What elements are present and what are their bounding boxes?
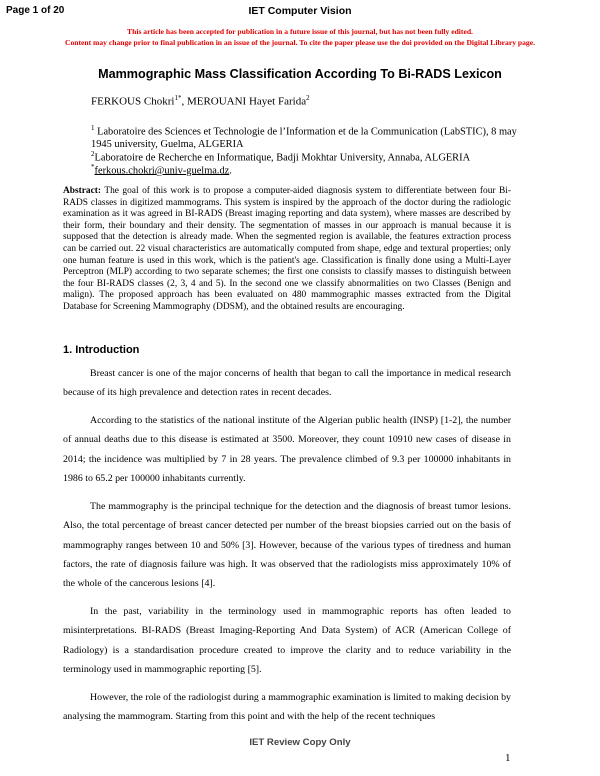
abstract-label: Abstract: bbox=[63, 186, 102, 196]
author-2: MEROUANI Hayet Farida bbox=[186, 95, 307, 108]
introduction-body bbox=[63, 364, 511, 735]
publication-notice bbox=[0, 26, 600, 48]
notice-line-2: Content may change prior to final publication in an issue of the journal. To cite the paper please use the doi provided on the Digital Library page. bbox=[65, 38, 535, 47]
author-2-sup: 2 bbox=[306, 94, 310, 102]
section-heading-introduction: 1. Introduction bbox=[63, 344, 140, 356]
page-number: 1 bbox=[505, 752, 511, 764]
abstract-text: The goal of this work is to propose a computer-aided diagnosis system to differentiate between four Bi-RADS classes in digitized mammograms. This system is inspired by the approach of the doctor during the radiologic examination as it was agreed in BI-RADS (Breast imaging reporting and data system), where masses are described by their form, their boundary and their density. The segmentation of masses in our approach is manual because it is supposed that the detection is already made. When the segmented region is available, the features extraction process can be carried out. 22 visual characteristics are automatically computed from shape, edge and textural properties; only one human feature is used in this work, which is the patient's age. Classification is finally done using a Multi-Layer Perceptron (MLP) according to two separate schemes; the first one consists to classify masses to distinguish between the four BI-RADS classes (2, 3, 4 and 5). In the second one we classify abnormalities on two Classes (Benign and malign). The proposed approach has been evaluated on 480 mammographic masses extracted from the Digital Database for Screening Mammography (DDSM), and the obtained results are encouraging. bbox=[63, 186, 511, 312]
page-indicator: Page 1 of 20 bbox=[6, 5, 65, 16]
paragraph: In the past, variability in the terminology used in mammographic reports has often leaded to misinterpretations. BI-RADS (Breast Imaging-Reporting And Data System) of ACR (American College of Radiology) is a standardisation procedure created to improve the clarity and to reduce variability in the terminology used in mammographic reporting [5]. bbox=[63, 606, 511, 675]
abstract bbox=[63, 186, 511, 314]
affiliation-1-text: Laboratoire des Sciences et Technologie de l’Information et de la Communication (LabSTIC), 8 may 1945 university, Guelma, ALGERIA bbox=[91, 126, 517, 151]
review-footer: IET Review Copy Only bbox=[249, 737, 351, 748]
author-list bbox=[91, 94, 310, 108]
paragraph: Breast cancer is one of the major concerns of health that began to call the importance in medical research because of its high prevalence and detection rates in recent decades. bbox=[63, 368, 511, 399]
paragraph: According to the statistics of the national institute of the Algerian public health (INSP) [1-2], the number of annual deaths due to this disease is estimated at 3500. Moreover, they count 10910 new cases of disease in 2014; the incidence was multiplied by 7 in 28 years. The prevalence climbed of 9.3 per 100000 inhabitants in 1986 to 65.2 per 100000 inhabitants currently. bbox=[63, 415, 511, 485]
author-1: FERKOUS Chokri bbox=[91, 95, 175, 108]
notice-line-1: This article has been accepted for publication in a future issue of this journal, but has not been fully edited. bbox=[127, 27, 473, 36]
author-1-sup: 1* bbox=[174, 94, 182, 102]
paper-title: Mammographic Mass Classification According To Bi-RADS Lexicon bbox=[98, 67, 502, 81]
email-tail: . bbox=[229, 165, 232, 177]
affiliation-2-sup: 2 bbox=[91, 150, 95, 158]
affiliation-2-text: Laboratoire de Recherche en Informatique, Badji Mokhtar University, Annaba, ALGERIA bbox=[94, 152, 471, 164]
corresponding-email bbox=[91, 161, 232, 177]
email-sup: * bbox=[91, 163, 95, 171]
affiliation-1-sup: 1 bbox=[91, 124, 95, 132]
journal-name: IET Computer Vision bbox=[248, 5, 352, 17]
author-separator: , bbox=[181, 95, 187, 108]
paragraph: However, the role of the radiologist during a mammographic examination is limited to making decision by analysing the mammogram. Starting from this point and with the help of the recent techniques bbox=[63, 691, 511, 723]
email-link[interactable]: ferkous.chokri@univ-guelma.dz bbox=[94, 165, 230, 177]
paragraph: The mammography is the principal technique for the detection and the diagnosis of breast tumor lesions. Also, the total percentage of breast cancer detected per number of the breast biopsies carried out on the basis of mammography ranges between 10 and 50% [3]. However, because of the various types of tiredness and human factors, the rate of diagnosis failure was high. It was observed that the radiologists miss approximately 10% of the whole of the cancerous lesions [4]. bbox=[63, 500, 511, 590]
